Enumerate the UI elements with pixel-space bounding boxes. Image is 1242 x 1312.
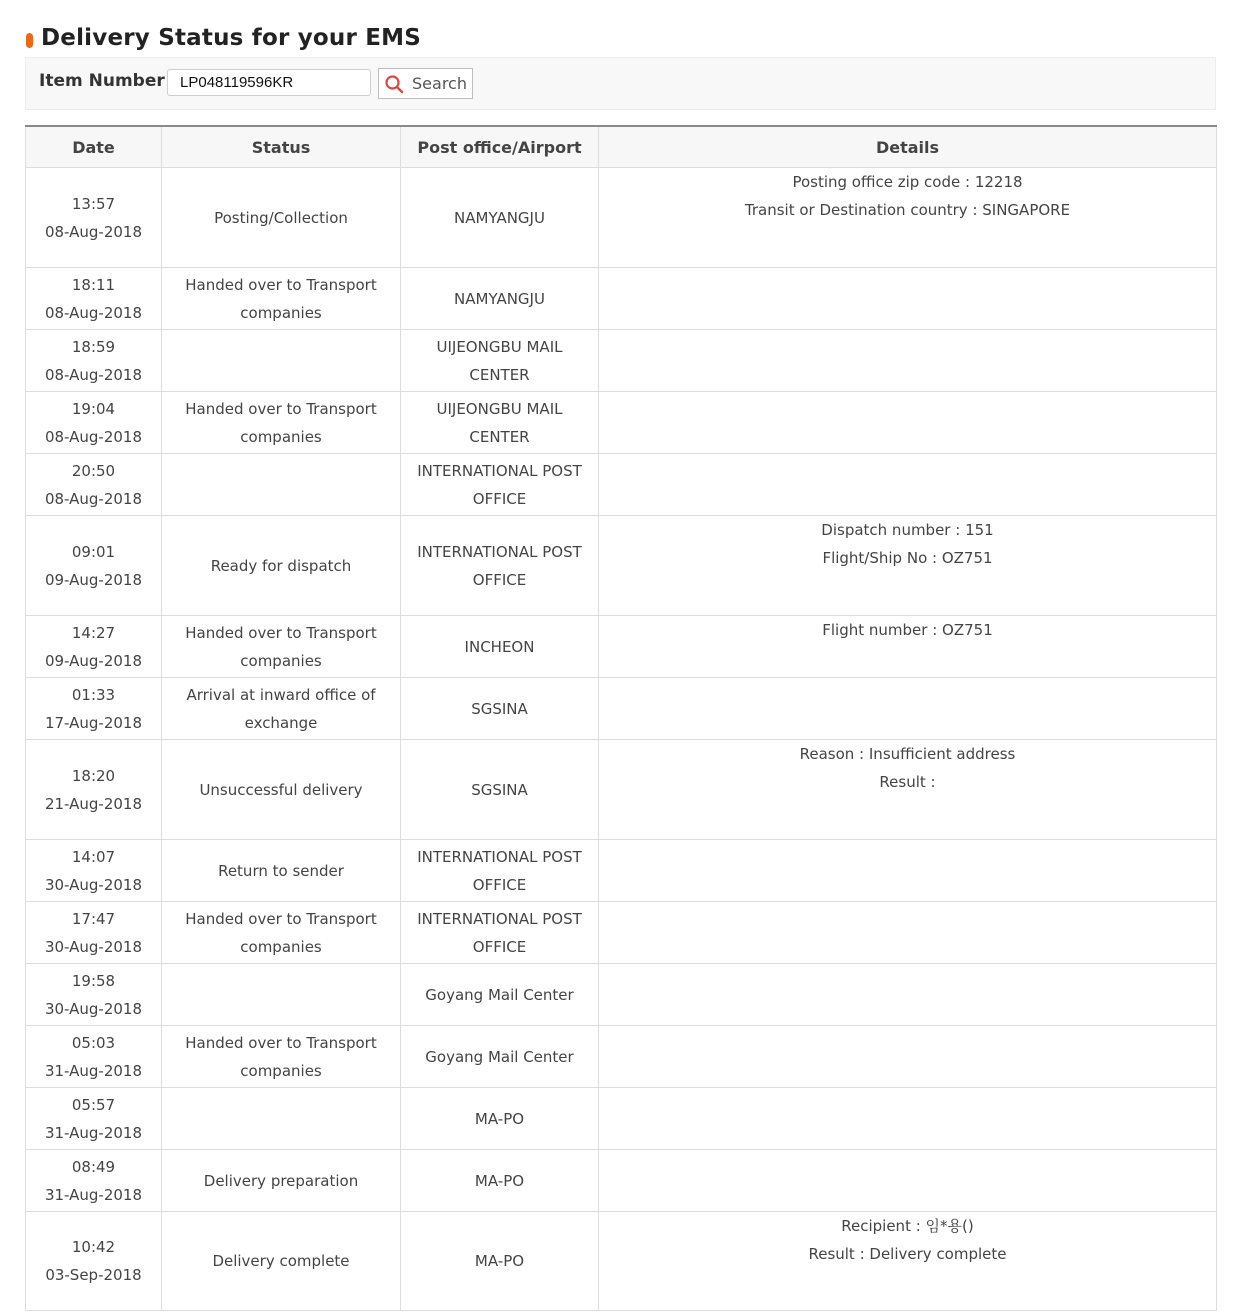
cell-status: Arrival at inward office of exchange xyxy=(162,678,401,740)
table-row xyxy=(26,1150,1217,1212)
cell-details xyxy=(599,516,1217,616)
event-date: 30-Aug-2018 xyxy=(44,875,143,894)
event-time: 14:07 xyxy=(71,847,116,866)
cell-office: SGSINA xyxy=(401,678,599,740)
cell-date xyxy=(26,902,162,964)
table-row xyxy=(26,1212,1217,1311)
search-icon xyxy=(384,74,404,94)
cell-date xyxy=(26,1212,162,1311)
table-row xyxy=(26,616,1217,678)
event-time: 05:03 xyxy=(71,1033,116,1052)
cell-details xyxy=(599,678,1217,740)
cell-date xyxy=(26,454,162,516)
event-time: 05:57 xyxy=(71,1095,116,1114)
detail-line: Result : Delivery complete xyxy=(808,1245,1007,1263)
event-date: 17-Aug-2018 xyxy=(44,713,143,732)
cell-status: Delivery complete xyxy=(162,1212,401,1311)
table-row xyxy=(26,330,1217,392)
table-row xyxy=(26,964,1217,1026)
search-panel xyxy=(25,57,1216,110)
cell-details xyxy=(599,392,1217,454)
cell-status: Posting/Collection xyxy=(162,168,401,268)
event-time: 14:27 xyxy=(71,623,116,642)
cell-date xyxy=(26,268,162,330)
cell-status: Handed over to Transport companies xyxy=(162,268,401,330)
cell-date xyxy=(26,516,162,616)
cell-details xyxy=(599,840,1217,902)
detail-line: Transit or Destination country : SINGAPORE xyxy=(744,201,1071,219)
cell-status: Delivery preparation xyxy=(162,1150,401,1212)
cell-office: UIJEONGBU MAIL CENTER xyxy=(401,330,599,392)
cell-office: MA-PO xyxy=(401,1150,599,1212)
cell-date xyxy=(26,168,162,268)
table-row xyxy=(26,740,1217,840)
cell-date xyxy=(26,678,162,740)
cell-office: UIJEONGBU MAIL CENTER xyxy=(401,392,599,454)
cell-status: Handed over to Transport companies xyxy=(162,1026,401,1088)
cell-details xyxy=(599,268,1217,330)
cell-status: Handed over to Transport companies xyxy=(162,616,401,678)
cell-date xyxy=(26,392,162,454)
cell-details xyxy=(599,1026,1217,1088)
event-time: 18:59 xyxy=(71,337,116,356)
event-date: 30-Aug-2018 xyxy=(44,937,143,956)
event-time: 18:11 xyxy=(71,275,116,294)
cell-office: INTERNATIONAL POST OFFICE xyxy=(401,840,599,902)
event-date: 09-Aug-2018 xyxy=(44,570,143,589)
detail-line: Recipient : 임*용() xyxy=(841,1217,974,1235)
cell-office: Goyang Mail Center xyxy=(401,964,599,1026)
cell-details xyxy=(599,1150,1217,1212)
table-row xyxy=(26,392,1217,454)
event-time: 09:01 xyxy=(71,542,116,561)
detail-line: Flight number : OZ751 xyxy=(822,621,993,639)
search-button[interactable] xyxy=(378,68,473,99)
cell-status xyxy=(162,1088,401,1150)
detail-line: Dispatch number : 151 xyxy=(821,521,994,539)
cell-status xyxy=(162,330,401,392)
cell-date xyxy=(26,840,162,902)
cell-details xyxy=(599,902,1217,964)
event-date: 08-Aug-2018 xyxy=(44,489,143,508)
item-number-label: Item Number xyxy=(39,71,165,91)
cell-details xyxy=(599,1088,1217,1150)
cell-status: Handed over to Transport companies xyxy=(162,902,401,964)
table-row xyxy=(26,1026,1217,1088)
cell-status xyxy=(162,964,401,1026)
event-time: 20:50 xyxy=(71,461,116,480)
cell-office: INTERNATIONAL POST OFFICE xyxy=(401,454,599,516)
detail-line: Reason : Insufficient address xyxy=(799,745,1016,763)
table-row xyxy=(26,454,1217,516)
event-time: 01:33 xyxy=(71,685,116,704)
header-office: Post office/Airport xyxy=(401,126,599,168)
table-row xyxy=(26,678,1217,740)
item-number-input[interactable] xyxy=(167,69,371,96)
cell-date xyxy=(26,330,162,392)
cell-date xyxy=(26,616,162,678)
cell-date xyxy=(26,1088,162,1150)
title-bullet-icon xyxy=(26,33,33,48)
cell-details xyxy=(599,616,1217,678)
cell-details xyxy=(599,168,1217,268)
cell-date xyxy=(26,740,162,840)
search-button-label: Search xyxy=(412,74,467,93)
table-row xyxy=(26,268,1217,330)
cell-details xyxy=(599,964,1217,1026)
cell-details xyxy=(599,1212,1217,1311)
cell-office: SGSINA xyxy=(401,740,599,840)
event-time: 18:20 xyxy=(71,766,116,785)
cell-office: MA-PO xyxy=(401,1212,599,1311)
event-date: 31-Aug-2018 xyxy=(44,1061,143,1080)
event-date: 08-Aug-2018 xyxy=(44,365,143,384)
header-date: Date xyxy=(26,126,162,168)
cell-details xyxy=(599,330,1217,392)
cell-status: Handed over to Transport companies xyxy=(162,392,401,454)
table-row xyxy=(26,168,1217,268)
header-details: Details xyxy=(599,126,1217,168)
header-status: Status xyxy=(162,126,401,168)
cell-office: Goyang Mail Center xyxy=(401,1026,599,1088)
event-date: 31-Aug-2018 xyxy=(44,1123,143,1142)
event-date: 08-Aug-2018 xyxy=(44,303,143,322)
table-row xyxy=(26,516,1217,616)
event-time: 08:49 xyxy=(71,1157,116,1176)
table-row xyxy=(26,840,1217,902)
tracking-table xyxy=(25,125,1217,1311)
cell-status: Unsuccessful delivery xyxy=(162,740,401,840)
detail-line: Flight/Ship No : OZ751 xyxy=(822,549,993,567)
cell-date xyxy=(26,1026,162,1088)
event-date: 30-Aug-2018 xyxy=(44,999,143,1018)
detail-line: Posting office zip code : 12218 xyxy=(792,173,1023,191)
cell-office: INCHEON xyxy=(401,616,599,678)
cell-office: MA-PO xyxy=(401,1088,599,1150)
cell-details xyxy=(599,740,1217,840)
cell-office: INTERNATIONAL POST OFFICE xyxy=(401,516,599,616)
event-date: 08-Aug-2018 xyxy=(44,222,143,241)
event-time: 10:42 xyxy=(71,1238,116,1256)
table-row xyxy=(26,1088,1217,1150)
cell-details xyxy=(599,454,1217,516)
event-time: 19:04 xyxy=(71,399,116,418)
cell-date xyxy=(26,1150,162,1212)
table-row xyxy=(26,902,1217,964)
cell-office: NAMYANGJU xyxy=(401,268,599,330)
event-date: 03-Sep-2018 xyxy=(45,1266,142,1284)
page-heading xyxy=(26,22,421,54)
cell-office: NAMYANGJU xyxy=(401,168,599,268)
tracking-rows xyxy=(26,168,1217,1311)
table-header-row xyxy=(26,126,1217,168)
event-date: 31-Aug-2018 xyxy=(44,1185,143,1204)
cell-status xyxy=(162,454,401,516)
page-title: Delivery Status for your EMS xyxy=(41,25,421,51)
event-time: 19:58 xyxy=(71,971,116,990)
event-date: 09-Aug-2018 xyxy=(44,651,143,670)
event-time: 13:57 xyxy=(71,194,116,213)
event-date: 08-Aug-2018 xyxy=(44,427,143,446)
cell-office: INTERNATIONAL POST OFFICE xyxy=(401,902,599,964)
cell-date xyxy=(26,964,162,1026)
cell-status: Return to sender xyxy=(162,840,401,902)
cell-status: Ready for dispatch xyxy=(162,516,401,616)
event-time: 17:47 xyxy=(71,909,116,928)
detail-line: Result : xyxy=(879,773,936,791)
event-date: 21-Aug-2018 xyxy=(44,794,143,813)
